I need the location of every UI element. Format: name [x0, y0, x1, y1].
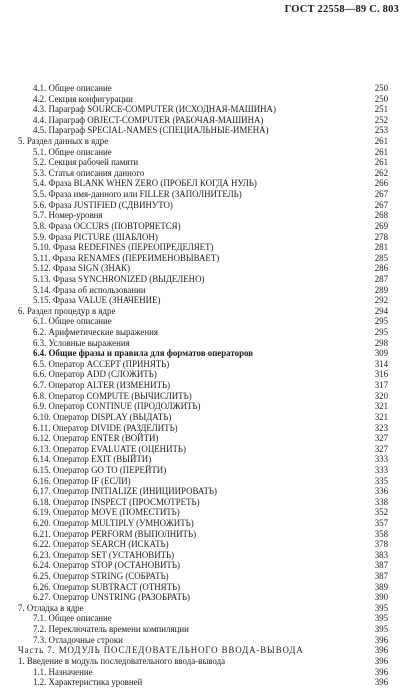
toc-entry-number: 6.2. [33, 327, 47, 338]
toc-entry [0, 136, 419, 147]
toc-page-number: 261 [374, 157, 388, 168]
toc-entry [0, 295, 419, 306]
toc-entry-text: Оператор MULTIPLY (УМНОЖИТЬ) [52, 517, 194, 528]
toc-entry-title [33, 624, 189, 635]
toc-entry-title [33, 125, 269, 136]
toc-entry-text: Введение в модуль последовательного ввода-вывода [26, 655, 226, 666]
toc-entry-text: Оператор SET (УСТАНОВИТЬ) [52, 549, 175, 560]
toc-page-number: 395 [374, 613, 388, 624]
toc-entry-text: Оператор COMPUTE (ВЫЧИСЛИТЬ) [48, 390, 192, 401]
toc-entry-title [33, 550, 174, 561]
toc-entry-number: 5.15. [33, 295, 51, 306]
toc-page-number: 289 [374, 284, 388, 295]
toc-entry-text: Фраза OCCURS (ПОВТОРЯЕТСЯ) [48, 220, 181, 231]
toc-page-number: 266 [374, 178, 388, 189]
toc-entry-number: 5.4. [33, 178, 47, 189]
toc-page-number: 250 [374, 83, 388, 93]
toc-page-number: 251 [374, 104, 388, 115]
toc-entry-title [33, 582, 180, 593]
toc-entry-number: 6.13. [33, 443, 51, 454]
toc-entry [0, 274, 419, 285]
toc-entry [0, 189, 419, 200]
toc-entry [0, 94, 419, 105]
toc-entry-number: 7.3. [33, 634, 47, 645]
toc-entry-text: Общие фразы и правила для форматов операторов [48, 348, 254, 359]
toc-entry-text: Оператор DIVIDE (РАЗДЕЛИТЬ) [52, 422, 178, 433]
toc-entry-text: Арифметические выражения [48, 327, 158, 338]
toc-page-number: 292 [374, 295, 388, 306]
toc-entry [0, 242, 419, 253]
toc-entry [0, 529, 419, 540]
toc-entry-text: Оператор CONTINUE (ПРОДОЛЖИТЬ) [48, 401, 201, 412]
toc-entry-title [33, 274, 204, 285]
toc-entry [0, 476, 419, 487]
toc-entry-text: Общее описание [48, 316, 112, 327]
toc-entry-text: Параграф SOURCE-COMPUTER (ИСХОДНАЯ-МАШИНА) [48, 104, 276, 115]
toc-entry-text: Секция рабочей памяти [48, 157, 139, 168]
toc-entry [0, 157, 419, 168]
toc-entry [0, 83, 419, 94]
toc-entry [0, 592, 419, 603]
toc-entry-number: 6.26. [33, 581, 51, 592]
page-header: ГОСТ 22558—89 С. 803 [284, 4, 399, 15]
toc-entry-text: Оператор SUBTRACT (ОТНЯТЬ) [52, 581, 181, 592]
toc-entry-number: 5. [18, 136, 25, 147]
toc-entry-title [33, 592, 190, 603]
toc-entry-number: 4.2. [33, 93, 47, 104]
toc-entry-number: 5.1. [33, 146, 47, 157]
toc-entry [0, 168, 419, 179]
toc-entry-title [33, 529, 196, 540]
toc-entry [0, 253, 419, 264]
toc-entry [0, 486, 419, 497]
toc-entry-text: Фраза JUSTIFIED (СДВИНУТО) [48, 199, 173, 210]
toc-page-number: 250 [374, 93, 388, 104]
toc-entry-title [33, 168, 144, 179]
toc-entry-title [33, 232, 158, 243]
toc-entry-text: Общее описание [48, 83, 112, 93]
toc-entry-text: Часть 7. МОДУЛЬ ПОСЛЕДОВАТЕЛЬНОГО ВВОДА-ВЫВОДА [18, 645, 304, 656]
toc-page-number: 321 [374, 401, 388, 412]
toc-entry [0, 369, 419, 380]
toc-entry-number: 5.6. [33, 199, 47, 210]
toc-entry-text: Оператор SEARCH (ИСКАТЬ) [52, 539, 169, 550]
toc-entry-title [33, 433, 158, 444]
toc-entry-number: 6.10. [33, 411, 51, 422]
toc-entry-number: 4.1. [33, 83, 47, 93]
toc-page-number: 396 [374, 677, 388, 688]
toc-entry-number: 6.18. [33, 496, 51, 507]
toc-page-number: 389 [374, 581, 388, 592]
toc-entry-number: 5.8. [33, 220, 47, 231]
toc-entry-title [33, 327, 158, 338]
toc-entry [0, 327, 419, 338]
toc-page-number: 287 [374, 273, 388, 284]
toc-page-number: 261 [374, 146, 388, 157]
toc-entry-number: 6.15. [33, 464, 51, 475]
toc-entry [0, 359, 419, 370]
toc-page-number: 278 [374, 231, 388, 242]
toc-entry-text: Оператор STOP (ОСТАНОВИТЬ) [52, 560, 180, 571]
toc-entry-number: 6. [18, 305, 25, 316]
toc-entry [0, 232, 419, 243]
toc-page-number: 390 [374, 592, 388, 603]
toc-entry-text: Фраза SIGN (ЗНАК) [52, 263, 131, 274]
toc-page-number: 269 [374, 220, 388, 231]
toc-entry-text: Оператор GO TO (ПЕРЕЙТИ) [52, 464, 167, 475]
toc-entry-title [33, 635, 123, 646]
toc-entry-number: 6.19. [33, 507, 51, 518]
toc-entry-text: Назначение [48, 666, 93, 677]
toc-entry-title [33, 560, 180, 571]
toc-entry [0, 560, 419, 571]
toc-entry-text: Оператор ADD (СЛОЖИТЬ) [48, 369, 157, 380]
toc-entry-text: Раздел процедур в ядре [26, 305, 116, 316]
toc-entry-text: Оператор DISPLAY (ВЫДАТЬ) [52, 411, 172, 422]
toc-entry-number: 6.14. [33, 454, 51, 465]
toc-page-number: 294 [374, 305, 388, 316]
toc-entry-number: 6.21. [33, 528, 51, 539]
toc-entry [0, 656, 419, 667]
toc-entry-title [33, 677, 142, 688]
toc-entry-number: 5.5. [33, 189, 47, 200]
toc-entry [0, 285, 419, 296]
toc-entry-number: 1. [18, 655, 25, 666]
toc-entry [0, 125, 419, 136]
toc-entry [0, 667, 419, 678]
toc-page-number: 252 [374, 114, 388, 125]
toc-entry-number: 1.2. [33, 677, 47, 688]
toc-entry-text: Характеристика уровней [48, 677, 143, 688]
toc-page-number: 396 [374, 655, 388, 666]
toc-entry [0, 677, 419, 688]
toc-page-number: 295 [374, 316, 388, 327]
toc-entry-text: Раздел данных в ядре [26, 136, 109, 147]
toc-entry [0, 423, 419, 434]
toc-entry-number: 5.11. [33, 252, 51, 263]
toc-entry-number: 5.9. [33, 231, 47, 242]
toc-entry-text: Общее описание [48, 613, 112, 624]
toc-entry-number: 7.1. [33, 613, 47, 624]
toc-entry-title [33, 380, 170, 391]
toc-entry-text: Общее описание [48, 146, 112, 157]
toc-entry-title [33, 210, 103, 221]
toc-entry-title [33, 115, 263, 126]
toc-entry-number: 4.3. [33, 104, 47, 115]
toc-entry-title [33, 242, 213, 253]
toc-page-number: 309 [374, 348, 388, 359]
table-of-contents [0, 83, 419, 688]
toc-entry-title [33, 518, 194, 529]
toc-entry-number: 5.13. [33, 273, 51, 284]
toc-entry-number: 6.11. [33, 422, 51, 433]
toc-entry [0, 613, 419, 624]
toc-entry-number: 6.8. [33, 390, 47, 401]
toc-entry [0, 550, 419, 561]
toc-entry [0, 624, 419, 635]
toc-page-number: 395 [374, 624, 388, 635]
toc-entry-title [33, 189, 242, 200]
toc-entry-number: 6.5. [33, 358, 47, 369]
toc-entry-number: 6.22. [33, 539, 51, 550]
toc-entry [0, 380, 419, 391]
toc-entry [0, 539, 419, 550]
toc-entry [0, 645, 419, 656]
toc-entry-title [18, 136, 108, 147]
toc-entry-text: Фраза SYNCHRONIZED (ВЫДЕЛЕНО) [52, 273, 205, 284]
toc-page-number: 267 [374, 199, 388, 210]
toc-entry-text: Отладка в ядре [26, 602, 84, 613]
toc-entry [0, 507, 419, 518]
toc-entry-title [33, 423, 178, 434]
toc-entry [0, 412, 419, 423]
toc-entry-number: 4.4. [33, 114, 47, 125]
toc-entry-text: Фраза имя-данного или FILLER (ЗАПОЛНИТЕЛЬ) [48, 189, 242, 200]
toc-entry [0, 497, 419, 508]
toc-entry-number: 6.16. [33, 475, 51, 486]
toc-entry-title [33, 476, 131, 487]
toc-entry [0, 178, 419, 189]
toc-page-number: 336 [374, 486, 388, 497]
toc-entry-text: Фраза PICTURE (ШАБЛОН) [48, 231, 158, 242]
toc-entry-title [33, 94, 133, 105]
toc-page-number: 323 [374, 422, 388, 433]
toc-entry-text: Оператор ALTER (ИЗМЕНИТЬ) [48, 380, 171, 391]
toc-entry [0, 635, 419, 646]
toc-entry-number: 1.1. [33, 666, 47, 677]
toc-entry [0, 603, 419, 614]
toc-entry-text: Номер-уровня [48, 210, 103, 221]
toc-entry [0, 454, 419, 465]
toc-entry-text: Секция конфигурации [48, 93, 133, 104]
toc-entry-number: 6.12. [33, 433, 51, 444]
toc-entry-text: Фраза REDEFINES (ПЕРЕОПРЕДЕЛЯЕТ) [52, 242, 214, 253]
toc-entry-number: 6.9. [33, 401, 47, 412]
toc-entry-text: Условные выражения [48, 337, 130, 348]
toc-entry-title [18, 656, 225, 667]
toc-entry-text: Оператор PERFORM (ВЫПОЛНИТЬ) [52, 528, 197, 539]
toc-entry-title [33, 486, 217, 497]
toc-entry-title [33, 369, 157, 380]
toc-entry-title [33, 507, 180, 518]
toc-entry-title [33, 444, 186, 455]
toc-page-number: 358 [374, 528, 388, 539]
toc-entry-title [33, 263, 130, 274]
toc-entry [0, 316, 419, 327]
toc-entry-number: 4.5. [33, 125, 47, 136]
toc-entry-number: 7.2. [33, 624, 47, 635]
toc-page-number: 295 [374, 327, 388, 338]
toc-entry-title [33, 359, 169, 370]
toc-entry-title [33, 391, 192, 402]
toc-entry-number: 6.4. [33, 348, 47, 359]
toc-page-number: 316 [374, 369, 388, 380]
toc-page-number: 267 [374, 189, 388, 200]
toc-entry-text: Оператор ACCEPT (ПРИНЯТЬ) [48, 358, 170, 369]
toc-entry-text: Статья описания данного [48, 167, 145, 178]
toc-entry-title [33, 497, 200, 508]
toc-page-number: 383 [374, 549, 388, 560]
toc-page-number: 387 [374, 571, 388, 582]
toc-entry [0, 582, 419, 593]
toc-entry-title [33, 178, 257, 189]
toc-entry-number: 6.1. [33, 316, 47, 327]
toc-entry-title [18, 306, 115, 317]
toc-entry-number: 6.7. [33, 380, 47, 391]
toc-entry-text: Оператор IF (ЕСЛИ) [52, 475, 131, 486]
toc-page-number: 352 [374, 507, 388, 518]
toc-page-number: 396 [374, 666, 388, 677]
toc-entry [0, 571, 419, 582]
toc-entry-text: Оператор INITIALIZE (ИНИЦИИРОВАТЬ) [52, 486, 217, 497]
toc-entry-number: 5.14. [33, 284, 51, 295]
toc-entry-number: 5.12. [33, 263, 51, 274]
toc-entry-title [33, 401, 200, 412]
toc-entry [0, 147, 419, 158]
toc-page-number: 314 [374, 358, 388, 369]
toc-entry-text: Оператор EXIT (ВЫЙТИ) [52, 454, 152, 465]
toc-entry-text: Переключатель времени компиляции [48, 624, 189, 635]
toc-page-number: 268 [374, 210, 388, 221]
toc-entry-title [33, 348, 253, 359]
toc-entry-number: 5.3. [33, 167, 47, 178]
toc-page-number: 320 [374, 390, 388, 401]
toc-page-number: 333 [374, 464, 388, 475]
toc-entry-title [33, 316, 112, 327]
toc-entry-number: 5.2. [33, 157, 47, 168]
toc-entry [0, 348, 419, 359]
toc-entry-number: 7. [18, 602, 25, 613]
toc-entry [0, 306, 419, 317]
toc-entry [0, 221, 419, 232]
toc-entry-title [33, 253, 219, 264]
toc-entry [0, 433, 419, 444]
toc-entry-title [33, 667, 93, 678]
toc-page-number: 281 [374, 242, 388, 253]
toc-entry-text: Фраза BLANK WHEN ZERO (ПРОБЕЛ КОГДА НУЛЬ) [48, 178, 257, 189]
toc-entry-title [33, 338, 130, 349]
toc-entry-text: Фраза об использовании [52, 284, 146, 295]
toc-entry [0, 444, 419, 455]
toc-page-number: 327 [374, 443, 388, 454]
toc-page-number: 286 [374, 263, 388, 274]
toc-entry [0, 104, 419, 115]
toc-entry-number: 6.24. [33, 560, 51, 571]
toc-entry-title [33, 221, 181, 232]
toc-entry [0, 391, 419, 402]
toc-page-number: 333 [374, 454, 388, 465]
toc-page-number: 357 [374, 517, 388, 528]
toc-entry [0, 518, 419, 529]
toc-page-number: 327 [374, 433, 388, 444]
toc-entry-number: 5.7. [33, 210, 47, 221]
toc-page-number: 387 [374, 560, 388, 571]
toc-entry-title [33, 539, 169, 550]
toc-entry-number: 6.20. [33, 517, 51, 528]
toc-entry-number: 5.10. [33, 242, 51, 253]
toc-page-number: 396 [374, 634, 388, 645]
toc-page-number: 395 [374, 602, 388, 613]
toc-entry-number: 6.25. [33, 571, 51, 582]
toc-entry-title [33, 295, 160, 306]
toc-page-number: 321 [374, 411, 388, 422]
toc-page-number: 317 [374, 380, 388, 391]
toc-entry-title [33, 83, 112, 94]
toc-entry-text: Оператор STRING (СОБРАТЬ) [52, 571, 169, 582]
toc-entry-text: Фраза VALUE (ЗНАЧЕНИЕ) [52, 295, 161, 306]
toc-page-number: 285 [374, 252, 388, 263]
toc-entry-text: Оператор ENTER (ВОЙТИ) [52, 433, 159, 444]
toc-entry-title [18, 645, 304, 656]
toc-page-number: 335 [374, 475, 388, 486]
toc-entry [0, 200, 419, 211]
toc-page-number: 262 [374, 167, 388, 178]
toc-entry-text: Оператор INSPECT (ПРОСМОТРЕТЬ) [52, 496, 200, 507]
toc-page-number: 338 [374, 496, 388, 507]
toc-page-number: 396 [374, 645, 388, 656]
toc-entry-title [33, 613, 112, 624]
toc-entry-title [33, 104, 276, 115]
toc-entry [0, 401, 419, 412]
toc-entry-title [33, 200, 173, 211]
toc-entry-title [33, 285, 146, 296]
toc-entry-number: 6.23. [33, 549, 51, 560]
toc-entry-title [33, 454, 151, 465]
toc-entry-text: Фраза RENAMES (ПЕРЕИМЕНОВЫВАЕТ) [52, 252, 220, 263]
toc-entry [0, 115, 419, 126]
toc-entry-number: 6.6. [33, 369, 47, 380]
toc-entry-title [33, 412, 171, 423]
toc-entry-number: 6.17. [33, 486, 51, 497]
toc-entry-text: Параграф SPECIAL-NAMES (СПЕЦИАЛЬНЫЕ-ИМЕНА) [48, 125, 269, 136]
toc-entry-number: 6.27. [33, 592, 51, 603]
toc-entry-text: Оператор EVALUATE (ОЦЕНИТЬ) [52, 443, 186, 454]
toc-entry-title [33, 157, 138, 168]
toc-entry-text: Отладочные строки [48, 634, 123, 645]
toc-entry [0, 465, 419, 476]
toc-entry-title [33, 465, 166, 476]
toc-entry [0, 210, 419, 221]
toc-page-number: 261 [374, 136, 388, 147]
toc-page-number: 298 [374, 337, 388, 348]
toc-entry-text: Оператор MOVE (ПОМЕСТИТЬ) [52, 507, 180, 518]
toc-entry [0, 338, 419, 349]
toc-entry-text: Параграф OBJECT-COMPUTER (РАБОЧАЯ-МАШИНА) [48, 114, 264, 125]
toc-entry-title [18, 603, 84, 614]
toc-entry-title [33, 571, 169, 582]
toc-entry-title [33, 147, 112, 158]
toc-page-number: 253 [374, 125, 388, 136]
toc-entry [0, 263, 419, 274]
toc-entry-text: Оператор UNSTRING (РАЗОБРАТЬ) [52, 592, 190, 603]
toc-page-number: 378 [374, 539, 388, 550]
toc-entry-number: 6.3. [33, 337, 47, 348]
